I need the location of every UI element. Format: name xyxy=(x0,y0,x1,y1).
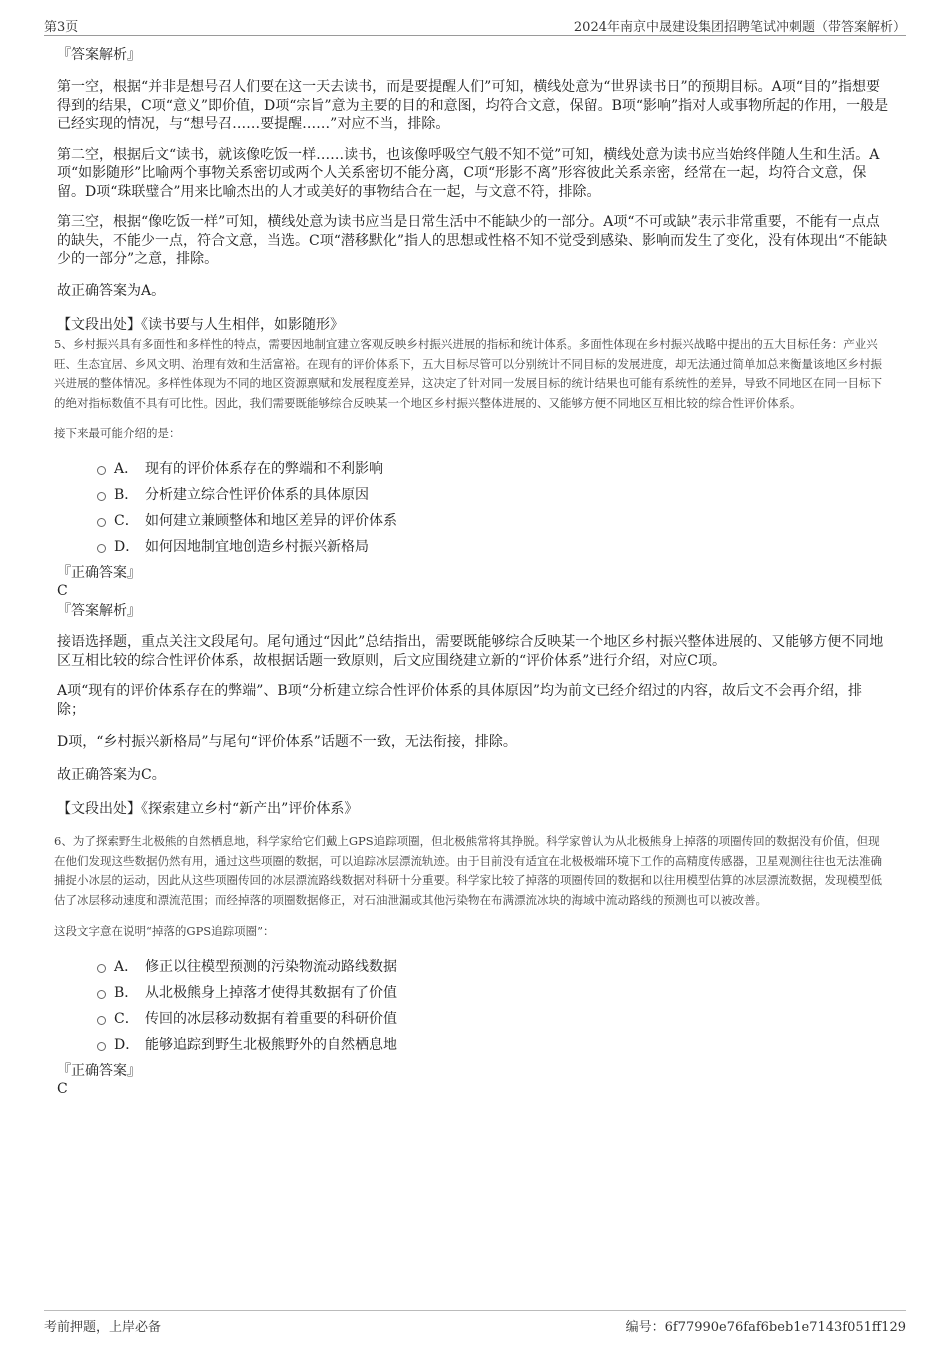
radio-icon[interactable] xyxy=(97,964,106,973)
radio-icon[interactable] xyxy=(97,1016,106,1025)
q5-analysis-heading: 『答案解析』 xyxy=(57,603,141,619)
option-letter: C． xyxy=(114,513,139,529)
page-number: 第3页 xyxy=(44,20,79,35)
document-title: 2024年南京中晟建设集团招聘笔试冲刺题（带答案解析） xyxy=(573,20,906,35)
q4-analysis-paragraph-2: 第二空，根据后文“读书，就该像吃饭一样……读书，也该像呼吸空气般不知不觉”可知，横线处意为读书应当始终伴随人生和生活。A项“如影随形”比喻两个事物关系密切或两个人关系密切不能分离，C项“形影不离”形容彼此关系亲密，经常在一起，均符合文意，保留。D项“珠联璧合”用来比喻杰出的人才或美好的事物结合在一起，与文意不符，排除。 xyxy=(57,146,880,200)
option-text: 能够追踪到野生北极熊野外的自然栖息地 xyxy=(145,1037,397,1053)
q6-option-a[interactable] xyxy=(57,954,889,980)
q6-answer-heading: 『正确答案』 xyxy=(57,1063,141,1079)
q6-prompt: 这段文字意在说明“掉落的GPS追踪项圈”： xyxy=(54,924,275,938)
q5-source: 【文段出处】《探索建立乡村“新产出”评价体系》 xyxy=(57,801,359,817)
option-letter: A． xyxy=(114,959,139,975)
q4-source: 【文段出处】《读书要与人生相伴，如影随形》 xyxy=(57,317,344,333)
radio-icon[interactable] xyxy=(97,1042,106,1051)
option-text: 如何因地制宜地创造乡村振兴新格局 xyxy=(145,539,369,555)
option-letter: D． xyxy=(114,1037,140,1053)
q4-analysis-paragraph-3: 第三空，根据“像吃饭一样”可知，横线处意为读书应当是日常生活中不能缺少的一部分。A项“不可或缺”表示非常重要，不能有一点点的缺失，不能少一点，符合文意，当选。C项“潜移默化”指人的思想或性格不知不觉受到感染、影响而发生了变化，没有体现出“不能缺少的一部分”之意，排除。 xyxy=(57,214,888,267)
option-letter: B． xyxy=(114,985,139,1001)
q5-analysis-paragraph-1: 接语选择题，重点关注文段尾句。尾句通过“因此”总结指出，需要既能够综合反映某一个地区乡村振兴整体进展的、又能够方便不同地区互相比较的综合性评价体系，故根据话题一致原则，后文应围绕建立新的“评价体系”进行介绍，对应C项。 xyxy=(57,634,884,669)
q5-option-d[interactable] xyxy=(57,534,889,560)
option-text: 从北极熊身上掉落才使得其数据有了价值 xyxy=(145,985,397,1001)
q6-answer: C xyxy=(57,1081,68,1097)
q6-options xyxy=(57,954,889,1058)
radio-icon[interactable] xyxy=(97,466,106,475)
q5-answer-heading: 『正确答案』 xyxy=(57,565,141,581)
q4-conclusion: 故正确答案为A。 xyxy=(57,282,166,299)
option-text: 现有的评价体系存在的弊端和不利影响 xyxy=(145,461,383,477)
option-letter: C． xyxy=(114,1011,139,1027)
radio-icon[interactable] xyxy=(97,518,106,527)
option-text: 修正以往模型预测的污染物流动路线数据 xyxy=(145,959,397,975)
q5-analysis-paragraph-3: D项，“乡村振兴新格局”与尾句“评价体系”话题不一致，无法衔接，排除。 xyxy=(57,734,517,750)
option-text: 如何建立兼顾整体和地区差异的评价体系 xyxy=(145,513,397,529)
q6-option-b[interactable] xyxy=(57,980,889,1006)
q5-question: 5、乡村振兴具有多面性和多样性的特点，需要因地制宜建立客观反映乡村振兴进展的指标和统计体系。多面性体现在乡村振兴战略中提出的五大目标任务：产业兴旺、生态宜居、乡风文明、治理有效和生活富裕。在现有的评价体系下，五大目标尽管可以分别统计不同目标的发展进度，却无法通过简单加总来衡量该地区乡村振兴进展的整体情况。多样性体现为不同的地区资源禀赋和发展程度差异，这决定了针对同一发展目标的统计结果也可能有系统性的差异，导致不同地区在同一目标下的绝对指标数值不具有可比性。因此，我们需要既能够综合反映某一个地区乡村振兴整体进展的、又能够方便不同地区互相比较的综合性评价体系。 xyxy=(54,337,882,410)
q5-options xyxy=(57,456,889,560)
page-content xyxy=(54,46,889,1098)
q5-option-c[interactable] xyxy=(57,508,889,534)
q6-question: 6、为了探索野生北极熊的自然栖息地，科学家给它们戴上GPS追踪项圈，但北极熊常将其挣脱。科学家曾认为从北极熊身上掉落的项圈传回的数据没有价值，但现在他们发现这些数据仍然有用，通过这些项圈的数据，可以追踪冰层漂流轨迹。由于目前没有适宜在北极极端环境下工作的高精度传感器，卫星观测往往也无法准确捕捉小冰层的运动，因此从这些项圈传回的冰层漂流路线数据对科研十分重要。科学家比较了掉落的项圈传回的数据和以往用模型估算的冰层漂流数据，发现模型低估了冰层移动速度和漂流范围；而经掉落的项圈数据修正，对石油泄漏或其他污染物在布满漂流冰块的海域中流动路线的预测也可以被改善。 xyxy=(54,834,882,907)
q6-option-d[interactable] xyxy=(57,1032,889,1058)
page-footer xyxy=(44,1310,906,1335)
option-letter: B． xyxy=(114,487,139,503)
page-header xyxy=(44,14,906,36)
document-code: 编号：6f77990e76faf6beb1e7143f051ff129 xyxy=(625,1320,906,1335)
option-letter: D． xyxy=(114,539,140,555)
q6-option-c[interactable] xyxy=(57,1006,889,1032)
radio-icon[interactable] xyxy=(97,990,106,999)
q5-analysis-paragraph-2: A项“现有的评价体系存在的弊端”、B项“分析建立综合性评价体系的具体原因”均为前文已经介绍过的内容，故后文不会再介绍，排除； xyxy=(57,683,863,718)
q4-analysis-paragraph-1: 第一空，根据“并非是想号召人们要在这一天去读书，而是要提醒人们”可知，横线处意为“世界读书日”的预期目标。A项“目的”指想要得到的结果，C项“意义”即价值，D项“宗旨”意为主要的目的和意图，均符合文意，保留。B项“影响”指对人或事物所起的作用，一般是已经实现的情况，与“想号召……要提醒……”对应不当，排除。 xyxy=(57,79,889,132)
q5-option-a[interactable] xyxy=(57,456,889,482)
option-text: 传回的冰层移动数据有着重要的科研价值 xyxy=(145,1011,397,1027)
q5-answer: C xyxy=(57,583,68,599)
q4-analysis-heading: 『答案解析』 xyxy=(57,47,141,63)
footer-slogan: 考前押题，上岸必备 xyxy=(44,1320,162,1335)
q5-conclusion: 故正确答案为C。 xyxy=(57,766,166,783)
radio-icon[interactable] xyxy=(97,544,106,553)
q5-option-b[interactable] xyxy=(57,482,889,508)
option-letter: A． xyxy=(114,461,139,477)
q5-prompt: 接下来最可能介绍的是： xyxy=(54,426,181,440)
option-text: 分析建立综合性评价体系的具体原因 xyxy=(145,487,369,503)
radio-icon[interactable] xyxy=(97,492,106,501)
